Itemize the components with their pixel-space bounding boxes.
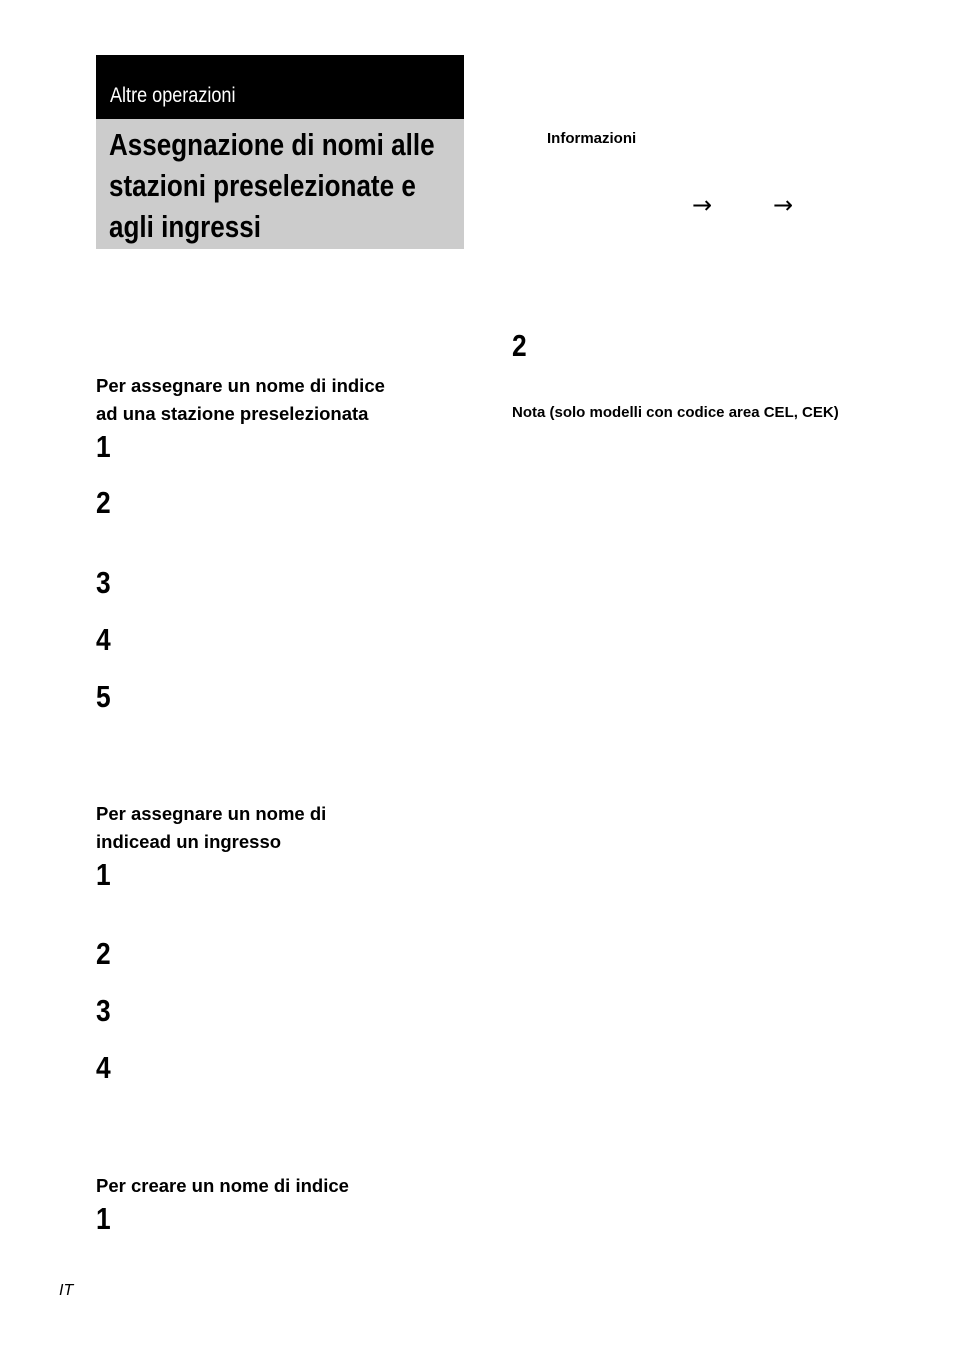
section2-step-3: 3 — [96, 993, 111, 1028]
arrow-right-icon: → — [692, 191, 713, 219]
section3-heading: Per creare un nome di indice — [96, 1175, 349, 1196]
section3-step-1: 1 — [96, 1201, 111, 1236]
section1-heading-line1: Per assegnare un nome di indice — [96, 375, 385, 396]
arrow-right-icon: → — [773, 191, 794, 219]
section1-step-5: 5 — [96, 679, 111, 714]
info-heading: Informazioni — [547, 130, 637, 147]
section1-step-2: 2 — [96, 485, 111, 520]
section1-heading-line2: ad una stazione preselezionata — [96, 403, 369, 424]
section2-heading-line2: indicead un ingresso — [96, 831, 282, 852]
section1-step-4: 4 — [96, 622, 111, 657]
section2-step-2: 2 — [96, 936, 111, 971]
language-code: IT — [59, 1282, 74, 1299]
section1-step-1: 1 — [96, 429, 111, 464]
note-heading: Nota (solo modelli con codice area CEL, CEK) — [512, 404, 839, 421]
section2-step-4: 4 — [96, 1050, 111, 1085]
section1-step-3: 3 — [96, 565, 111, 600]
section1-heading — [96, 372, 385, 428]
section2-heading — [96, 800, 326, 856]
section2-step-1: 1 — [96, 857, 111, 892]
section2-heading-line1: Per assegnare un nome di — [96, 803, 327, 824]
section-label: Altre operazioni — [110, 84, 236, 107]
page-title: Assegnazione di nomi alle stazioni preselezionate e agli ingressi — [109, 127, 435, 244]
right-step-2: 2 — [512, 328, 527, 363]
